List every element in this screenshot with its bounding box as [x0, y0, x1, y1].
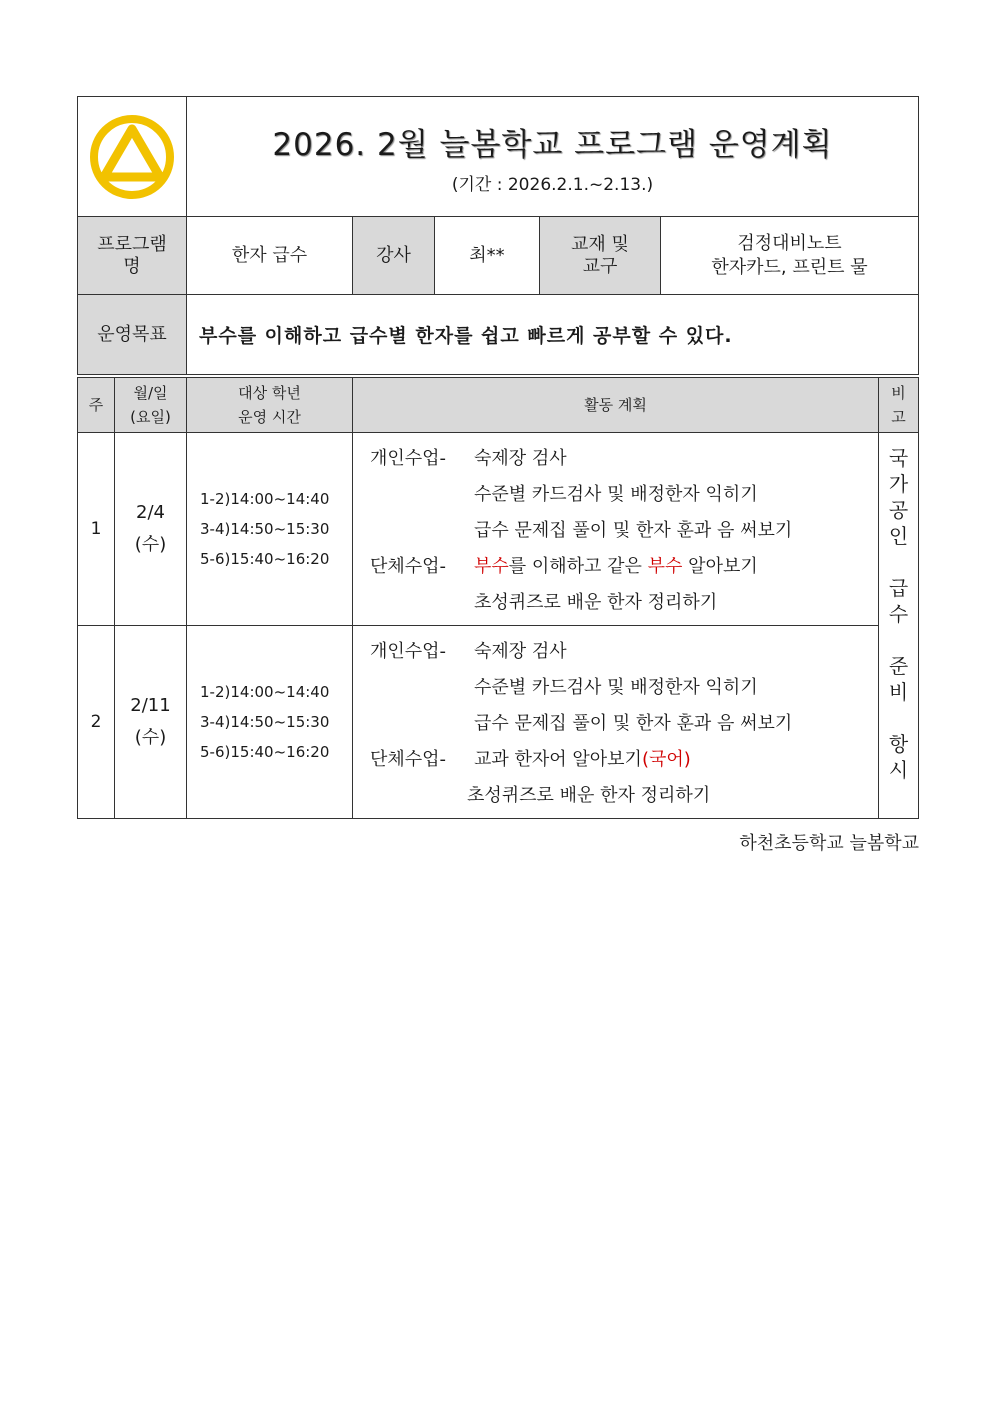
activity-text: 교과 한자어 알아보기 [474, 749, 642, 770]
program-value: 한자 급수 [187, 217, 353, 295]
activity-line [370, 477, 878, 513]
group-label: 단체수업- [370, 556, 447, 577]
goal-table [77, 294, 919, 375]
highlight-text: 부수 [474, 556, 509, 577]
day-value: (수) [134, 727, 167, 748]
note-gap [879, 627, 918, 653]
note-char: 비 [888, 680, 909, 704]
school-emblem-icon [90, 115, 174, 199]
note-char: 수 [888, 602, 909, 626]
note-char: 항 [888, 732, 909, 756]
period-text: (기간 : 2026.2.1.~2.13.) [451, 174, 654, 195]
note-gap [879, 549, 918, 575]
activity-plan-table [77, 377, 919, 819]
individual-label: 개인수업- [370, 448, 447, 469]
activity-text: 급수 문제집 풀이 및 한자 훈과 음 써보기 [474, 713, 793, 734]
footer-school-name: 하천초등학교 늘봄학교 [739, 833, 919, 854]
activity-text: 급수 문제집 풀이 및 한자 훈과 음 써보기 [474, 520, 793, 541]
note-char: 준 [888, 654, 909, 678]
teacher-label: 강사 [353, 217, 435, 295]
week-number: 1 [78, 433, 115, 626]
date-cell [115, 433, 187, 626]
time-cell [187, 626, 353, 819]
target-header-line1: 대상 학년 [238, 384, 301, 402]
note-char: 가 [888, 472, 909, 496]
note-char: 급 [888, 576, 909, 600]
materials-label [540, 217, 661, 295]
activity-text: 숙제장 검사 [474, 448, 567, 469]
date-header [115, 378, 187, 433]
date-value: 2/4 [136, 502, 165, 523]
note-char: 국 [888, 446, 909, 470]
note-cell [879, 433, 919, 819]
activity-text: 수준별 카드검사 및 배정한자 익히기 [474, 484, 758, 505]
activity-cell [353, 626, 879, 819]
activity-text: 숙제장 검사 [474, 641, 567, 662]
time-slot: 1-2)14:00~14:40 [200, 490, 330, 508]
note-char: 공 [888, 498, 909, 522]
time-slot: 5-6)15:40~16:20 [200, 550, 330, 568]
activity-header: 활동 계획 [353, 378, 879, 433]
title-cell [187, 97, 919, 217]
note-header-line1: 비 [891, 384, 906, 402]
note-char: 시 [888, 758, 909, 782]
program-label-line1: 프로그램 [97, 233, 167, 255]
activity-line [370, 441, 878, 477]
goal-label: 운영목표 [78, 295, 187, 375]
materials-label-line2: 교구 [582, 255, 618, 277]
note-header-line2: 고 [891, 408, 906, 426]
activity-line [370, 513, 878, 549]
individual-label: 개인수업- [370, 641, 447, 662]
activity-line [370, 706, 878, 742]
target-header [187, 378, 353, 433]
program-info-table [77, 216, 919, 295]
date-header-line2: (요일) [130, 408, 171, 426]
page-title: 2026. 2월 늘봄학교 프로그램 운영계획 [272, 126, 833, 163]
activity-line [370, 585, 878, 621]
activity-text: 초성퀴즈로 배운 한자 정리하기 [467, 785, 711, 806]
goal-text: 부수를 이해하고 급수별 한자를 쉽고 빠르게 공부할 수 있다. [187, 295, 919, 375]
time-slot: 5-6)15:40~16:20 [200, 743, 330, 761]
activity-line [370, 549, 878, 585]
activity-text: 알아보기 [682, 556, 758, 577]
plan-header-row [78, 378, 919, 433]
program-label-line2: 명 [123, 255, 141, 277]
time-slot: 3-4)14:50~15:30 [200, 520, 330, 538]
activity-line [370, 742, 878, 778]
materials-value-line2: 한자카드, 프린트 물 [711, 256, 868, 278]
activity-line [370, 634, 878, 670]
note-header [879, 378, 919, 433]
date-value: 2/11 [130, 695, 171, 716]
highlight-text: 부수 [647, 556, 683, 577]
note-char: 인 [888, 524, 909, 548]
program-label [78, 217, 187, 295]
time-slot: 3-4)14:50~15:30 [200, 713, 330, 731]
materials-value [661, 217, 919, 295]
teacher-value: 최** [435, 217, 540, 295]
time-slot: 1-2)14:00~14:40 [200, 683, 330, 701]
activity-text: 수준별 카드검사 및 배정한자 익히기 [474, 677, 758, 698]
activity-cell [353, 433, 879, 626]
target-header-line2: 운영 시간 [238, 408, 301, 426]
plan-row-week2 [78, 626, 919, 819]
date-header-line1: 월/일 [133, 384, 168, 402]
activity-text: 를 이해하고 같은 [508, 556, 648, 577]
activity-text: 초성퀴즈로 배운 한자 정리하기 [474, 592, 718, 613]
time-cell [187, 433, 353, 626]
activity-line [370, 778, 878, 814]
highlight-text: (국어) [641, 749, 691, 770]
day-value: (수) [134, 534, 167, 555]
week-number: 2 [78, 626, 115, 819]
group-label: 단체수업- [370, 749, 447, 770]
plan-row-week1 [78, 433, 919, 626]
date-cell [115, 626, 187, 819]
activity-line [370, 670, 878, 706]
materials-label-line1: 교재 및 [571, 233, 629, 255]
note-gap [879, 705, 918, 731]
week-header: 주 [78, 378, 115, 433]
title-table [77, 96, 919, 217]
logo-cell [78, 97, 187, 217]
materials-value-line1: 검정대비노트 [737, 232, 842, 254]
